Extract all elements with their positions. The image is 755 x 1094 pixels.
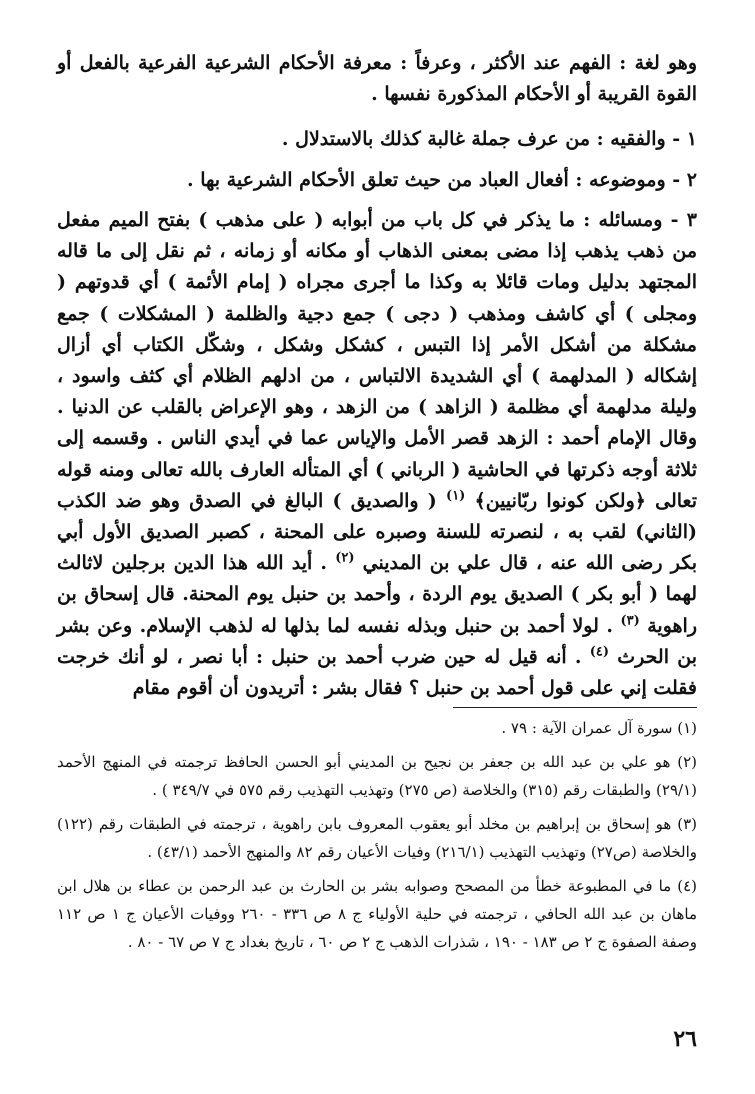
paragraph-text: أفعال العباد من حيث تعلق الأحكام الشرعية بها . <box>187 169 576 191</box>
footnote-ref-4[interactable]: (٤) <box>589 644 610 660</box>
body-paragraph-issues <box>57 205 697 704</box>
footnote-ref-3[interactable]: (٣) <box>620 613 640 629</box>
footnotes-section <box>57 714 697 962</box>
paragraph-label: ٢ - وموضوعه : <box>575 169 697 191</box>
footnote-4: (٤) ما في المطبوعة خطأ من المصحح وصوابه بشر بن الحارث بن عبد الرحمن بن عطاء بن هلال ابن ماهان بن عبد الله الحافي ، ترجمته في حلية الأولياء ج ٨ ص ٣٣٦ - ٢٦٠ ووفيات الأعيان ج ١ ص ١١٢ وصفة الصفوة ج ٢ ص ١٨٣ - ١٩٠ ، شذرات الذهب ج ٢ ص ٦٠ ، تاريخ بغداد ج ٧ ص ٦٧ - ٨٠ . <box>57 877 698 951</box>
body-paragraph-definition <box>57 48 697 110</box>
paragraph-text: . أنه قيل له حين ضرب أحمد بن حنبل : أبا نصر ، لو أنك خرجت فقلت إني على قول أحمد بن حنبل ؟ فقال بشر : أتريدون أن أقوم مقام <box>57 645 697 700</box>
paragraph-text: وهو لغة : الفهم عند الأكثر ، وعرفاً : معرفة الأحكام الشرعية الفرعية بالفعل أو القوة القريبة أو الأحكام المذكورة نفسها . <box>57 52 697 106</box>
paragraph-label: ٣ - ومسائله : <box>583 209 697 231</box>
footnote-divider <box>453 707 697 708</box>
footnote-3: (٣) هو إسحاق بن إبراهيم بن مخلد أبو يعقوب المعروف بابن راهوية ، ترجمته في الطبقات رقم (١٢٢) والخلاصة (ص٢٧) وتهذيب التهذيب (٢١٦/١) وفيات الأعيان رقم ٨٢ والمنهج الأحمد (٤٣/١) . <box>57 815 697 861</box>
footnote-2: (٢) هو علي بن عبد الله بن جعفر بن نجيح بن المديني أبو الحسن الحافظ ترجمته في المنهج الأحمد (٢٩/١) والطبقات رقم (٣١٥) والخلاصة (ص ٢٧٥) وتهذيب التهذيب رقم ٥٧٥ في ٣٤٩/٧ ) . <box>57 753 697 799</box>
paragraph-text: ما يذكر في كل باب من أبوابه ( على مذهب ) بفتح الميم مفعل من ذهب يذهب إذا مضى بمعنى الذهاب أو مكانه أو زمانه ، ثم نقل إلى ما قاله المجتهد بدليل ومات قائلا به وكذا ما أجرى مجراه ( إمام الأئمة ) أي قدوتهم ( ومجلى ) أي كاشف ومذهب ( دجى ) جمع دجية والظلمة ( المشكلات ) جمع مشكلة من أشكل الأمر إذا التبس ، كشكل وشكل ، وشكّل الكتاب أي أزال إشكاله ( المدلهمة ) أي الشديدة الالتباس ، من ادلهم الظلام أي كثف واسود ، وليلة مدلهمة أي مظلمة ( الزاهد ) من الزهد ، وهو الإعراض بالقلب عن الدنيا . وقال الإمام أحمد : الزهد قصر الأمل والإياس عما في أيدي الناس . وقسمه إلى ثلاثة أوجه ذكرتها في الحاشية ( الرباني ) أي المتأله العارف بالله تعالى ومنه قوله تعالى ﴿ولكن كونوا ربّانيين﴾ <box>57 209 697 512</box>
paragraph-text: من عرف جملة غالبة كذلك بالاستدلال . <box>281 128 597 150</box>
footnote-ref-2[interactable]: (٢) <box>335 550 355 566</box>
body-paragraph-faqih <box>57 124 697 155</box>
page-number: ٢٦ <box>673 1026 697 1052</box>
paragraph-label: ١ - والفقيه : <box>596 128 697 150</box>
paragraph-text: . لولا أحمد بن حنبل وبذله نفسه لما بذلها له لذهب الإسلام. وعن بشر بن الحرث <box>57 614 697 668</box>
paragraph-text: ( والصديق ) البالغ في الصدق وهو ضد الكذب (الثاني) لقب به ، لنصرته للسنة وصبره على المحنة ، كصبر الصديق الأول أبي بكر رضى الله عنه ، قال علي بن المديني <box>57 489 697 575</box>
body-paragraph-subject <box>57 165 697 196</box>
paragraph-text: . أيد الله هذا الدين برجلين لاثالث لهما ( أبو بكر ) الصديق يوم الردة ، وأحمد بن حنبل يوم المحنة. قال إسحاق بن راهوية <box>57 552 697 637</box>
footnote-ref-1[interactable]: (١) <box>446 488 466 504</box>
footnote-1: (١) سورة آل عمران الآية : ٧٩ . <box>501 719 697 737</box>
